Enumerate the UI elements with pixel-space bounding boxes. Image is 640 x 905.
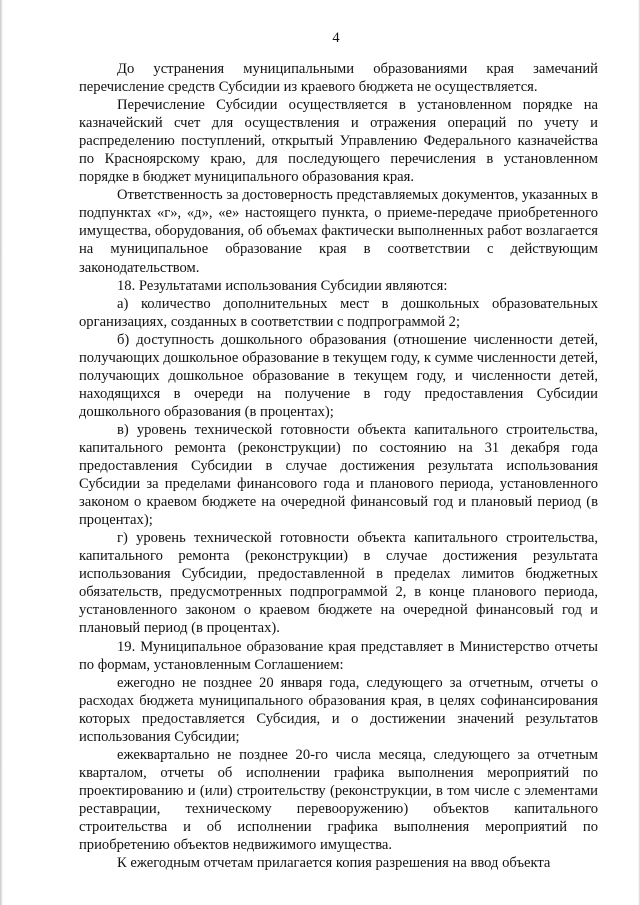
document-body	[79, 60, 598, 872]
paragraph: ежеквартально не позднее 20-го числа месяца, следующего за отчетным кварталом, отчеты об исполнении графика выполнения мероприятий по проектированию и (или) строительству (реконструкции, в том числе с элементами реставрации, техническому перевооружению) объектов капитального строительства и об исполнении графика выполнения мероприятий по приобретению объектов недвижимого имущества.	[79, 746, 598, 854]
list-item-a: а) количество дополнительных мест в дошкольных образовательных организациях, созданных в соответствии с подпрограммой 2;	[79, 295, 598, 330]
scan-edge-left	[0, 0, 3, 905]
list-item-v: в) уровень технической готовности объекта капитального строительства, капитального ремонта (реконструкции) по состоянию на 31 декабря года предоставления Субсидии в случае достижения результата использования Субсидии за пределами финансового года и планового периода, установленного законом о краевом бюджете на очередной финансовый год и плановый период (в процентах);	[79, 421, 598, 529]
list-item-b: б) доступность дошкольного образования (отношение численности детей, получающих дошкольное образование в текущем году, к сумме численности детей, получающих дошкольное образование в текущем году, и численности детей, находящихся в очереди на получение в году предоставления Субсидии дошкольного образования (в процентах);	[79, 331, 598, 420]
paragraph: До устранения муниципальными образованиями края замечаний перечисление средств Субсидии из краевого бюджета не осуществляется.	[79, 61, 598, 96]
paragraph: ежегодно не позднее 20 января года, следующего за отчетным, отчеты о расходах бюджета муниципального образования края, в целях софинансирования которых предоставляется Субсидия, и о достижении значений результатов использования Субсидии;	[79, 674, 598, 745]
paragraph: К ежегодным отчетам прилагается копия разрешения на ввод объекта	[117, 855, 551, 872]
page-number: 4	[332, 30, 340, 46]
section-heading-19: 19. Муниципальное образование края представляет в Министерство отчеты по формам, установленным Соглашением:	[79, 638, 598, 673]
section-heading-18: 18. Результатами использования Субсидии являются:	[117, 277, 448, 294]
list-item-g: г) уровень технической готовности объекта капитального строительства, капитального ремонта (реконструкции) в случае достижения результата использования Субсидии, предоставленной в пределах лимитов бюджетных обязательств, предусмотренных подпрограммой 2, в конце планового периода, установленного законом о краевом бюджете на очередной финансовый год и плановый период (в процентах).	[79, 530, 598, 637]
paragraph: Ответственность за достоверность представляемых документов, указанных в подпунктах «г», «д», «е» настоящего пункта, о приеме-передаче приобретенного имущества, оборудования, об объемах фактически выполненных работ возлагается на муниципальное образование края в соответствии с действующим законодательством.	[79, 187, 599, 276]
paragraph: Перечисление Субсидии осуществляется в установленном порядке на казначейский счет для осуществления и отражения операций по учету и распределению поступлений, открытый Управлению Федерального казначейства по Красноярскому краю, для последующего перечисления в установленном порядке в бюджет муниципального образования края.	[79, 97, 598, 186]
